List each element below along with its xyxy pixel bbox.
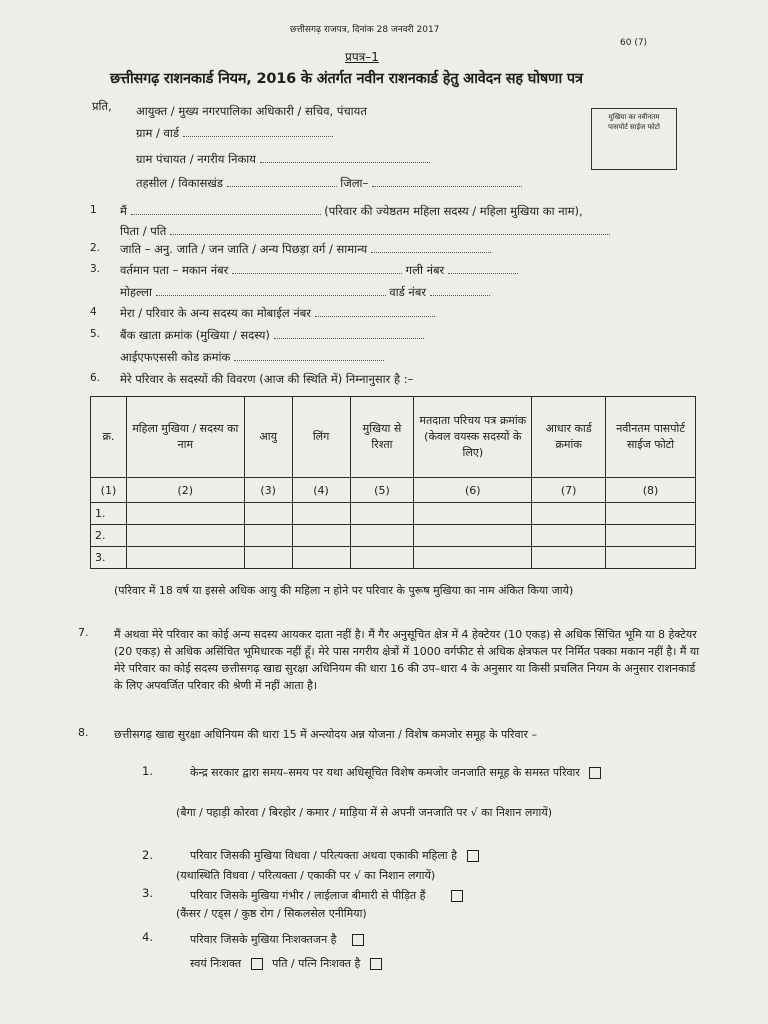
- col-number: (5): [350, 478, 414, 503]
- item-3-number: 3.: [90, 263, 101, 275]
- locality-field[interactable]: [156, 285, 386, 296]
- item-1-line-a: [120, 204, 583, 219]
- spouse-disabled-label: पति / पत्नि निःशक्त है: [272, 957, 361, 970]
- para-8-number: 8.: [78, 726, 89, 739]
- ward-number-label: वार्ड नंबर: [389, 285, 427, 299]
- table-cell[interactable]: [532, 525, 606, 547]
- ifsc-label: आईएफएससी कोड क्रमांक: [120, 350, 231, 364]
- mobile-label: मेरा / परिवार के अन्य सदस्य का मोबाईल नंबर: [120, 306, 311, 320]
- table-cell[interactable]: [414, 503, 532, 525]
- header-name: महिला मुखिया / सदस्य का नाम: [126, 397, 244, 478]
- sub-2-note: (यथास्थिति विधवा / परित्यक्ता / एकाकी पर √ का निशान लगायें): [176, 869, 436, 882]
- sub-1-number: 1.: [142, 764, 153, 778]
- row-serial: 3.: [91, 547, 127, 569]
- table-cell[interactable]: [350, 525, 414, 547]
- sub-4-number: 4.: [142, 930, 153, 944]
- ward-number-field[interactable]: [430, 285, 490, 296]
- table-cell[interactable]: [126, 503, 244, 525]
- table-row: [91, 547, 696, 569]
- panchayat-label: ग्राम पंचायत / नगरीय निकाय: [136, 152, 256, 166]
- item-6-line: मेरे परिवार के सदस्यों की विवरण (आज की स्थिति में) निम्नानुसार है :–: [120, 372, 414, 386]
- item-5-number: 5.: [90, 328, 101, 340]
- sub-1-text: [190, 764, 676, 781]
- tehsil-label: तहसील / विकासखंड: [136, 176, 223, 190]
- caste-label: जाति – अनु. जाति / जन जाति / अन्य पिछड़ा वर्ग / सामान्य: [120, 242, 368, 256]
- checkbox[interactable]: [370, 958, 382, 970]
- header-serial: क्र.: [91, 397, 127, 478]
- checkbox[interactable]: [467, 850, 479, 862]
- locality-label: मोहल्ला: [120, 285, 152, 299]
- sub-3-number: 3.: [142, 886, 153, 900]
- item-5-line-a: [120, 328, 424, 343]
- checkbox[interactable]: [251, 958, 263, 970]
- gazette-header: छत्तीसगढ़ राजपत्र, दिनांक 28 जनवरी 2017: [290, 25, 440, 35]
- table-cell[interactable]: [292, 503, 350, 525]
- table-cell[interactable]: [414, 547, 532, 569]
- house-number-field[interactable]: [232, 263, 402, 274]
- mobile-field[interactable]: [315, 306, 435, 317]
- applicant-name-field[interactable]: [131, 204, 321, 215]
- sub-3-label: परिवार जिसके मुखिया गंभीर / लाईलाज बीमारी से पीड़ित हैं: [190, 889, 426, 902]
- table-cell[interactable]: [532, 503, 606, 525]
- tehsil-field[interactable]: [227, 176, 337, 187]
- sub-4-label: परिवार जिसके मुखिया निःशक्तजन है: [190, 933, 337, 946]
- table-row: [91, 503, 696, 525]
- house-number-label: वर्तमान पता – मकान नंबर: [120, 263, 229, 277]
- table-header-row: [91, 397, 696, 478]
- addressee-line-2: [136, 126, 333, 141]
- caste-field[interactable]: [371, 242, 491, 253]
- addressee-line-4: [136, 176, 522, 191]
- bank-account-field[interactable]: [274, 328, 424, 339]
- sub-3-text: [190, 888, 463, 903]
- item-6-number: 6.: [90, 372, 101, 384]
- street-number-field[interactable]: [448, 263, 518, 274]
- table-cell[interactable]: [292, 525, 350, 547]
- sub-4-text: [190, 932, 364, 947]
- item-4-line: [120, 306, 435, 321]
- checkbox[interactable]: [589, 767, 601, 779]
- sub-1-label: केन्द्र सरकार द्वारा समय–समय पर यथा अधिसूचित विशेष कमजोर जनजाति समूह के समस्त परिवार: [190, 766, 580, 779]
- col-number: (6): [414, 478, 532, 503]
- header-age: आयु: [244, 397, 292, 478]
- photo-box[interactable]: [591, 108, 677, 170]
- item-2-line: [120, 242, 491, 257]
- row-serial: 2.: [91, 525, 127, 547]
- sub-4-options: [190, 956, 382, 971]
- table-cell[interactable]: [350, 547, 414, 569]
- sub-2-label: परिवार जिसकी मुखिया विधवा / परित्यक्ता अथवा एकाकी महिला है: [190, 849, 457, 862]
- item-5-line-b: [120, 350, 384, 365]
- table-note: (परिवार में 18 वर्ष या इससे अधिक आयु की महिला न होने पर परिवार के पुरूष मुखिया का नाम अंकित किया जाये): [114, 584, 574, 597]
- district-label: जिला–: [340, 176, 369, 190]
- col-number: (1): [91, 478, 127, 503]
- checkbox[interactable]: [352, 934, 364, 946]
- para-8-text: छत्तीसगढ़ खाद्य सुरक्षा अधिनियम की धारा 15 में अन्त्योदय अन्न योजना / विशेष कमजोर समूह के परिवार –: [114, 728, 538, 741]
- header-voter-id: मतदाता परिचय पत्र क्रमांक (केवल वयस्क सदस्यों के लिए): [414, 397, 532, 478]
- table-cell[interactable]: [606, 503, 696, 525]
- document-title: छत्तीसगढ़ राशनकार्ड नियम, 2016 के अंतर्गत नवीन राशनकार्ड हेतु आवेदन सह घोषणा पत्र: [110, 71, 583, 87]
- father-husband-label: पिता / पति: [120, 224, 167, 238]
- sub-1-note: (बैगा / पहाड़ी कोरवा / बिरहोर / कमार / माड़िया में से अपनी जनजाति पर √ का निशान लगायें): [176, 806, 553, 819]
- item-2-number: 2.: [90, 242, 101, 254]
- page-number: 60 (7): [620, 38, 648, 48]
- table-cell[interactable]: [414, 525, 532, 547]
- panchayat-field[interactable]: [260, 152, 430, 163]
- table-cell[interactable]: [292, 547, 350, 569]
- col-number: (4): [292, 478, 350, 503]
- district-field[interactable]: [372, 176, 522, 187]
- sub-2-number: 2.: [142, 848, 153, 862]
- father-husband-field[interactable]: [170, 224, 610, 235]
- col-number: (7): [532, 478, 606, 503]
- col-number: (2): [126, 478, 244, 503]
- table-cell[interactable]: [606, 525, 696, 547]
- item-1-desc: (परिवार की ज्येष्ठतम महिला सदस्य / महिला मुखिया का नाम),: [324, 204, 583, 218]
- header-gender: लिंग: [292, 397, 350, 478]
- col-number: (8): [606, 478, 696, 503]
- item-1-line-b: [120, 224, 610, 239]
- table-cell[interactable]: [606, 547, 696, 569]
- row-serial: 1.: [91, 503, 127, 525]
- village-ward-field[interactable]: [183, 126, 333, 137]
- bank-account-label: बैंक खाता क्रमांक (मुखिया / सदस्य): [120, 328, 270, 342]
- table-cell[interactable]: [244, 547, 292, 569]
- item-1-label: मैं: [120, 204, 127, 218]
- family-members-table: [90, 396, 696, 569]
- item-3-line-b: [120, 285, 490, 300]
- header-aadhaar: आधार कार्ड क्रमांक: [532, 397, 606, 478]
- photo-box-text: मुखिया का नवीनतम पासपोर्ट साईज फोटो: [607, 113, 660, 131]
- para-7-number: 7.: [78, 626, 89, 639]
- ifsc-field[interactable]: [234, 350, 384, 361]
- street-number-label: गली नंबर: [405, 263, 445, 277]
- item-1-number: 1: [90, 204, 97, 216]
- checkbox[interactable]: [451, 890, 463, 902]
- col-number: (3): [244, 478, 292, 503]
- table-cell[interactable]: [532, 547, 606, 569]
- table-cell[interactable]: [126, 547, 244, 569]
- table-row: [91, 525, 696, 547]
- table-cell[interactable]: [126, 525, 244, 547]
- item-4-number: 4: [90, 306, 97, 318]
- sub-2-text: [190, 848, 479, 863]
- item-3-line-a: [120, 263, 518, 278]
- header-relation: मुखिया से रिश्ता: [350, 397, 414, 478]
- prati-label: प्रति,: [92, 99, 112, 113]
- column-number-row: [91, 478, 696, 503]
- table-cell[interactable]: [244, 525, 292, 547]
- header-photo: नवीनतम पासपोर्ट साईज फोटो: [606, 397, 696, 478]
- table-cell[interactable]: [350, 503, 414, 525]
- table-cell[interactable]: [244, 503, 292, 525]
- form-label: प्रपत्र–1: [345, 50, 379, 64]
- addressee-line-1: आयुक्त / मुख्य नगरपालिका अधिकारी / सचिव, पंचायत: [136, 104, 367, 118]
- sub-3-note: (कैंसर / एड्स / कुष्ठ रोग / सिकलसेल एनीमिया): [176, 907, 367, 920]
- village-ward-label: ग्राम / वार्ड: [136, 126, 180, 140]
- para-7-text: मैं अथवा मेरे परिवार का कोई अन्य सदस्य आयकर दाता नहीं है। मैं गैर अनुसूचित क्षेत्र में 4 हेक्टेयर (10 एकड़) से अधिक सिंचित भूमि या 8 हेक्टेयर (20 एकड़) से अधिक असिंचित भूमिधारक नहीं हूँ। मेरे पास नगरीय क्षेत्रों में 1000 वर्गफीट से अधिक क्षेत्रफल पर निर्मित पक्का मकान नहीं है। मैं या मेरे परिवार का कोई सदस्य छत्तीसगढ़ खाद्य सुरक्षा अधिनियम की धारा 16 की उप–धारा 4 के अनुसार या किसी प्रचलित नियम के अनुसार राशनकार्ड के लिए अपवर्जित परिवार की श्रेणी में नहीं आता है।: [114, 628, 700, 692]
- addressee-line-3: [136, 152, 430, 167]
- self-disabled-label: स्वयं निःशक्त: [190, 957, 242, 970]
